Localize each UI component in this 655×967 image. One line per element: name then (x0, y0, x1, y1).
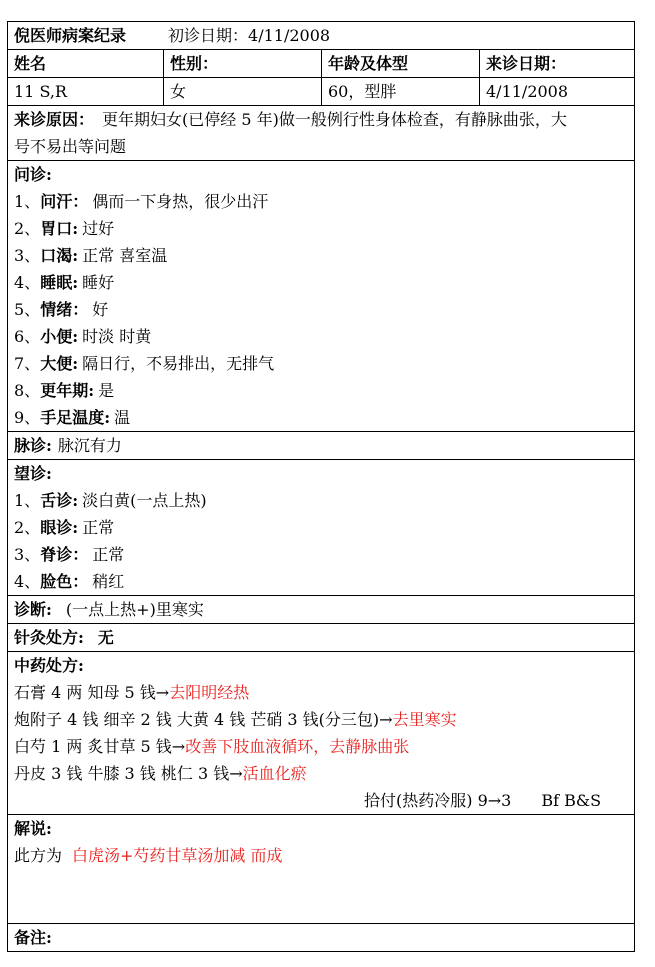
item-number: 9、 (14, 408, 41, 427)
item-number: 8、 (14, 381, 41, 400)
herbal-section (8, 652, 635, 815)
item-separator: ： (72, 545, 89, 564)
herb-effect: 去里寒实 (392, 710, 457, 729)
gender-value: 女 (164, 78, 322, 106)
pulse-label: 脉诊: (14, 436, 52, 455)
prescription-line (14, 706, 628, 733)
case-record (7, 21, 634, 952)
item-number: 5、 (14, 300, 41, 319)
prescription-line (14, 679, 628, 706)
notes-row (8, 924, 635, 952)
arrow-icon: → (379, 710, 393, 729)
item-value: 时淡 时黄 (82, 327, 152, 346)
dosage-arrow: → (487, 791, 502, 810)
herbal-label: 中药处方: (14, 656, 84, 675)
item-key: 手足温度 (40, 408, 105, 427)
item-key: 口渴 (40, 246, 73, 265)
reason-text-line2: 号不易出等问题 (14, 137, 127, 156)
explanation-text (14, 842, 628, 869)
item-key: 问汗 (40, 192, 73, 211)
info-label-row (8, 50, 635, 78)
item-separator: : (72, 354, 79, 373)
item-value: 淡白黄(一点上热) (82, 491, 207, 510)
diagnosis-row (8, 596, 635, 624)
herb-list: 石膏 4 两 知母 5 钱 (14, 683, 156, 702)
item-separator: : (72, 491, 79, 510)
item-number: 2、 (14, 219, 41, 238)
acupuncture-label: 针灸处方: (14, 628, 84, 647)
item-value: 稍红 (92, 572, 125, 591)
age-build-label: 年龄及体型 (322, 50, 480, 78)
age-build-value: 60，型胖 (322, 78, 480, 106)
item-separator: ： (72, 300, 89, 319)
herb-effect: 改善下肢血液循环，去静脉曲张 (185, 737, 410, 756)
item-number: 1、 (14, 192, 41, 211)
record-title: 倪医师病案纪录 (14, 26, 127, 45)
gender-label: 性别： (164, 50, 322, 78)
list-item (14, 188, 628, 215)
list-item (14, 404, 628, 431)
item-key: 眼诊 (40, 518, 73, 537)
diagnosis-text: (一点上热+)里寒实 (65, 600, 204, 619)
item-key: 脸色 (40, 572, 73, 591)
herb-list: 丹皮 3 钱 牛膝 3 钱 桃仁 3 钱 (14, 764, 230, 783)
item-number: 4、 (14, 273, 41, 292)
observation-label: 望诊: (14, 464, 52, 483)
list-item (14, 242, 628, 269)
arrow-icon: → (155, 683, 170, 702)
item-key: 脊诊 (40, 545, 73, 564)
dosage-line (14, 787, 628, 814)
explanation-prefix: 此方为 (14, 846, 63, 865)
item-value: 偶而一下身热，很少出汗 (92, 192, 269, 211)
name-value: 11 S,R (8, 78, 164, 106)
item-number: 2、 (14, 518, 41, 537)
diagnosis-label: 诊断: (14, 600, 52, 619)
item-value: 睡好 (82, 273, 115, 292)
observation-list (14, 487, 628, 595)
herb-effect: 活血化瘀 (242, 764, 307, 783)
item-value: 隔日行，不易排出，无排气 (82, 354, 275, 373)
pulse-text: 脉沉有力 (57, 436, 122, 455)
item-value: 是 (98, 381, 115, 400)
pulse-row (8, 432, 635, 460)
notes-label: 备注: (14, 928, 52, 947)
item-number: 3、 (14, 545, 41, 564)
herb-effect: 去阳明经热 (169, 683, 250, 702)
item-value: 过好 (82, 219, 115, 238)
item-separator: : (104, 408, 111, 427)
item-key: 情绪 (40, 300, 73, 319)
item-key: 更年期 (40, 381, 89, 400)
item-key: 小便 (40, 327, 73, 346)
explanation-formula: 白虎汤+芍药甘草汤加减 而成 (72, 846, 283, 865)
acupuncture-row (8, 624, 635, 652)
dosage-end: 3 (501, 791, 512, 810)
item-separator: : (72, 219, 79, 238)
visit-date-value: 4/11/2008 (480, 78, 635, 106)
item-value: 好 (92, 300, 109, 319)
item-separator: : (72, 246, 79, 265)
herb-list: 炮附子 4 钱 细辛 2 钱 大黄 4 钱 芒硝 3 钱(分三包) (14, 710, 380, 729)
item-separator: : (88, 381, 95, 400)
inquiry-label: 问诊: (14, 165, 52, 184)
list-item (14, 296, 628, 323)
item-number: 7、 (14, 354, 41, 373)
herbal-list (14, 679, 628, 787)
list-item (14, 377, 628, 404)
reason-row (8, 106, 635, 161)
herb-list: 白芍 1 两 炙甘草 5 钱 (14, 737, 172, 756)
visit-date-label: 来诊日期： (480, 50, 635, 78)
acupuncture-text: 无 (97, 628, 114, 647)
dosage-text: 拾付(热药冷服) 9 (364, 791, 488, 810)
item-key: 舌诊 (40, 491, 73, 510)
first-visit-date: 4/11/2008 (248, 26, 331, 45)
item-number: 4、 (14, 572, 41, 591)
prescription-line (14, 733, 628, 760)
info-value-row (8, 78, 635, 106)
list-item (14, 323, 628, 350)
list-item (14, 487, 628, 514)
item-separator: ： (72, 192, 89, 211)
reason-text-line1: 更年期妇女(已停经 5 年)做一般例行性身体检查，有静脉曲张，大 (102, 110, 567, 129)
item-separator: : (72, 273, 79, 292)
list-item (14, 215, 628, 242)
reason-label: 来诊原因： (14, 110, 95, 129)
observation-section (8, 460, 635, 596)
item-value: 正常 (82, 518, 115, 537)
item-number: 6、 (14, 327, 41, 346)
item-number: 1、 (14, 491, 41, 510)
arrow-icon: → (171, 737, 186, 756)
item-separator: ： (72, 572, 89, 591)
first-visit-label: 初诊日期： (168, 26, 249, 45)
explanation-label: 解说: (14, 819, 52, 838)
case-record-table (7, 21, 635, 952)
list-item (14, 269, 628, 296)
item-separator: : (72, 327, 79, 346)
item-number: 3、 (14, 246, 41, 265)
explanation-section (8, 815, 635, 924)
list-item (14, 568, 628, 595)
arrow-icon: → (229, 764, 243, 783)
item-key: 睡眠 (40, 273, 73, 292)
item-key: 胃口 (40, 219, 73, 238)
item-value: 温 (114, 408, 131, 427)
list-item (14, 541, 628, 568)
inquiry-list (14, 188, 628, 431)
list-item (14, 350, 628, 377)
item-key: 大便 (40, 354, 73, 373)
timing-text: Bf B&S (541, 791, 602, 810)
item-value: 正常 (92, 545, 125, 564)
name-label: 姓名 (8, 50, 164, 78)
title-row (8, 22, 635, 50)
item-value: 正常 喜室温 (82, 246, 168, 265)
item-separator: : (72, 518, 79, 537)
prescription-line (14, 760, 628, 787)
inquiry-section (8, 161, 635, 432)
list-item (14, 514, 628, 541)
